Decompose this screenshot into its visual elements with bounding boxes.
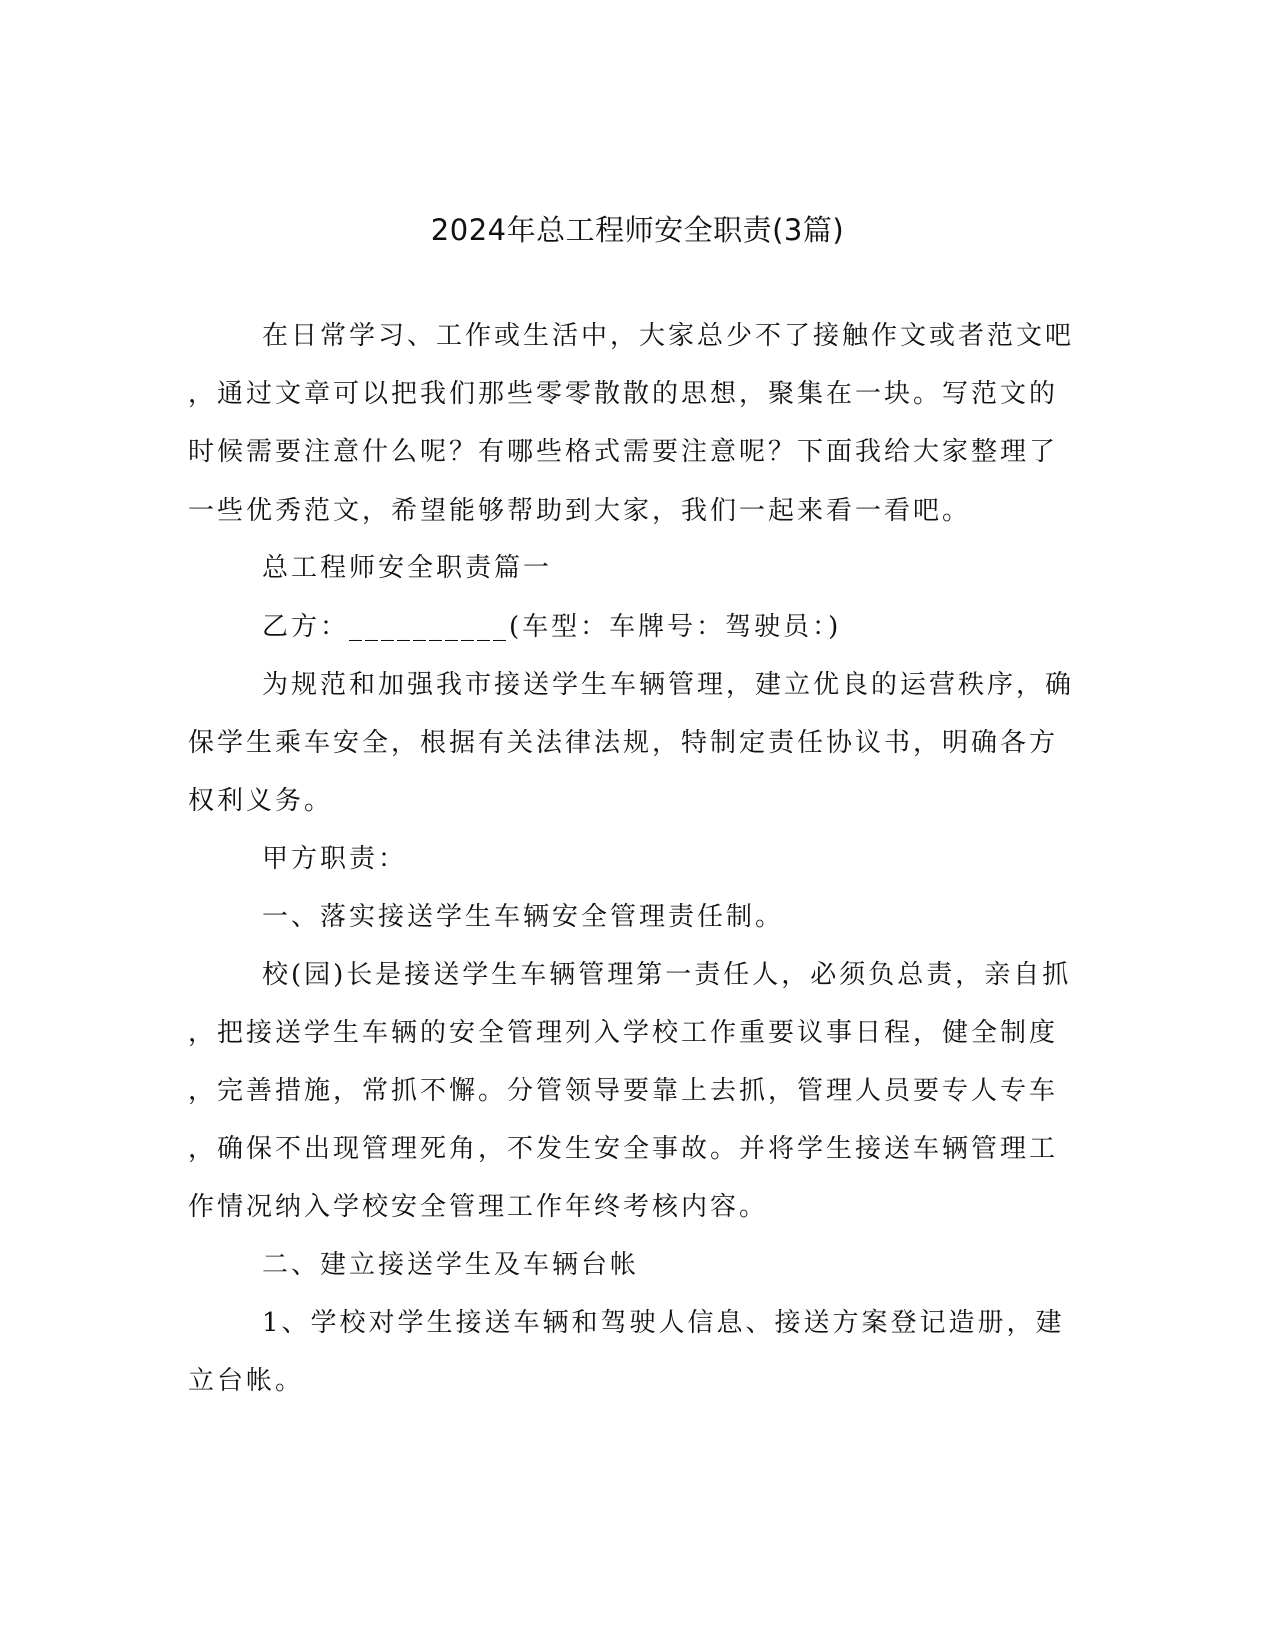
section-heading: 一、落实接送学生车辆安全管理责任制。 [262, 902, 785, 932]
paragraph-line: 为规范和加强我市接送学生车辆管理，建立优良的运营秩序，确 [262, 670, 1075, 700]
party-b-line: 乙方：__________(车型：车牌号：驾驶员：) [262, 612, 842, 642]
paragraph-line: ，通过文章可以把我们那些零零散散的思想，聚集在一块。写范文的 [188, 379, 1059, 409]
paragraph-line: ，完善措施，常抓不懈。分管领导要靠上去抓，管理人员要专人专车 [188, 1076, 1059, 1106]
paragraph-line: 校(园)长是接送学生车辆管理第一责任人，必须负总责，亲自抓 [262, 960, 1072, 990]
paragraph-line: 1、学校对学生接送车辆和驾驶人信息、接送方案登记造册，建 [262, 1308, 1065, 1338]
paragraph-line: 保学生乘车安全，根据有关法律法规，特制定责任协议书，明确各方 [188, 728, 1059, 758]
paragraph-line: ，确保不出现管理死角，不发生安全事故。并将学生接送车辆管理工 [188, 1134, 1059, 1164]
document-title: 2024年总工程师安全职责(3篇) [430, 213, 845, 247]
paragraph-line: 作情况纳入学校安全管理工作年终考核内容。 [188, 1192, 769, 1222]
paragraph-line: 时候需要注意什么呢？有哪些格式需要注意呢？下面我给大家整理了 [188, 437, 1059, 467]
section-heading: 甲方职责： [262, 844, 408, 874]
paragraph-line: 权利义务。 [188, 786, 334, 816]
section-heading: 总工程师安全职责篇一 [262, 553, 553, 583]
section-heading: 二、建立接送学生及车辆台帐 [262, 1250, 640, 1280]
paragraph-line: ，把接送学生车辆的安全管理列入学校工作重要议事日程，健全制度 [188, 1018, 1059, 1048]
paragraph-line: 在日常学习、工作或生活中，大家总少不了接触作文或者范文吧 [262, 321, 1075, 351]
paragraph-line: 一些优秀范文，希望能够帮助到大家，我们一起来看一看吧。 [188, 496, 972, 526]
paragraph-line: 立台帐。 [188, 1366, 305, 1396]
